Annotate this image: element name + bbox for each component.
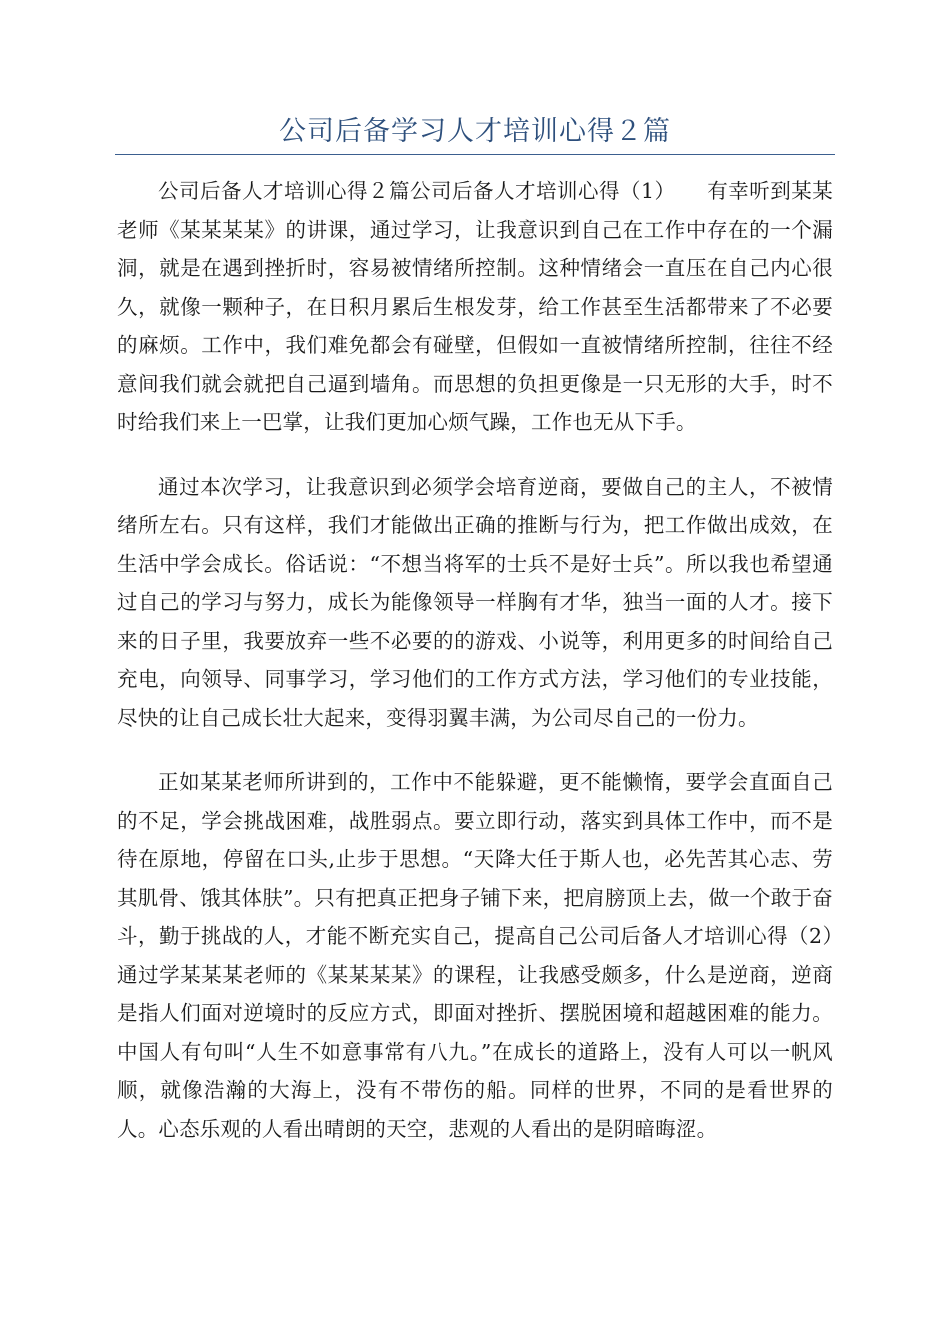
title-underline xyxy=(115,154,835,155)
paragraph-1: 公司后备人才培训心得２篇公司后备人才培训心得（1） 有幸听到某某老师《某某某某》的讲课，通过学习，让我意识到自己在工作中存在的一个漏洞，就是在遇到挫折时，容易被情绪所控制。这种情绪会一直压在自己内心很久，就像一颗种子，在日积月累后生根发芽，给工作甚至生活都带来了不必要的麻烦。工作中，我们难免都会有碰壁，但假如一直被情绪所控制，往往不经意间我们就会就把自己逼到墙角。而思想的负担更像是一只无形的大手，时不时给我们来上一巴掌，让我们更加心烦气躁，工作也无从下手。 xyxy=(117,179,833,434)
document-title: 公司后备学习人才培训心得２篇 xyxy=(279,116,671,147)
document-body xyxy=(117,172,875,1174)
paragraph-2: 通过本次学习，让我意识到必须学会培育逆商，要做自己的主人，不被情绪所左右。只有这样，我们才能做出正确的推断与行为，把工作做出成效，在生活中学会成长。俗话说：“不想当将军的士兵不是好士兵”。所以我也希望通过自己的学习与努力，成长为能像领导一样胸有才华，独当一面的人才。接下来的日子里，我要放弃一些不必要的的游戏、小说等，利用更多的时间给自己充电，向领导、同事学习，学习他们的工作方式方法，学习他们的专业技能，尽快的让自己成长壮大起来，变得羽翼丰满，为公司尽自己的一份力。 xyxy=(117,474,833,730)
paragraph-3: 正如某某老师所讲到的，工作中不能躲避，更不能懒惰，要学会直面自己的不足，学会挑战困难，战胜弱点。要立即行动，落实到具体工作中，而不是待在原地，停留在口头,止步于思想。“天降大任于斯人也，必先苦其心志、劳其肌骨、饿其体肤”。只有把真正把身子铺下来，把肩膀顶上去，做一个敢于奋斗，勤于挑战的人，才能不断充实自己，提高自己公司后备人才培训心得（2） 通过学某某某老师的《某某某某》的课程，让我感受颇多，什么是逆商，逆商是指人们面对逆境时的反应方式，即面对挫折、摆脱困境和超越困难的能力。中国人有句叫“人生不如意事常有八九。”在成长的道路上，没有人可以一帆风顺，就像浩瀚的大海上，没有不带伤的船。同样的世界，不同的是看世界的人。心态乐观的人看出晴朗的天空，悲观的人看出的是阴暗晦涩。 xyxy=(117,770,875,1141)
